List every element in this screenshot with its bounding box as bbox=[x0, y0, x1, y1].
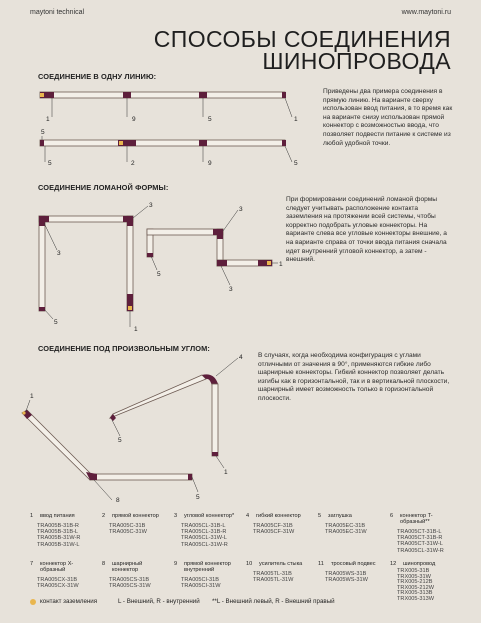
end-cap bbox=[188, 474, 192, 480]
callout-label: 4 bbox=[239, 354, 243, 361]
corner-connector bbox=[39, 216, 49, 222]
callout-label: 1 bbox=[279, 261, 283, 268]
title-line-2: ШИНОПРОВОДА bbox=[262, 48, 451, 74]
callout-label: 2 bbox=[131, 160, 135, 167]
website-link[interactable]: www.maytoni.ru bbox=[401, 9, 451, 16]
ground-contact-swatch bbox=[30, 599, 36, 605]
rail-segment bbox=[22, 410, 93, 480]
section-heading-linear: СОЕДИНЕНИЕ В ОДНУ ЛИНИЮ: bbox=[38, 72, 157, 81]
linear-top-diagram bbox=[40, 92, 298, 123]
ground-contact bbox=[267, 261, 271, 265]
end-cap bbox=[40, 140, 44, 146]
callout-label: 9 bbox=[132, 116, 136, 123]
callout-label: 9 bbox=[208, 160, 212, 167]
callout-label: 5 bbox=[118, 437, 122, 444]
ground-contact bbox=[128, 306, 132, 310]
footnote-ground: контакт заземления bbox=[40, 598, 98, 605]
callout-label: 1 bbox=[46, 116, 50, 123]
section-text-broken: При формировании соединений ломаной формы следует учитывать расположение контакта заземления на протяжении всей системы, чтобы корректно подобрать угловые коннекторы. На варианте слева все угловые коннекторы внешние, а на варианте справа от точки ввода питания сначала идет внутренний угловой коннектор, а затем - внешний. bbox=[286, 196, 447, 264]
section-text-linear: Приведены два примера соединения в прямую линию. На варианте сверху использован ввод питания, в то время как на варианте снизу использован прямой коннектор с возможностью ввода, что позволяет подвести питание к системе из любой удобной точки. bbox=[323, 88, 453, 147]
end-cap bbox=[282, 140, 286, 146]
ground-contact bbox=[40, 93, 44, 97]
callout-label: 1 bbox=[30, 393, 34, 400]
title-line-1: СПОСОБЫ СОЕДИНЕНИЯ bbox=[153, 26, 451, 52]
inner-connector bbox=[199, 140, 207, 146]
callout-label: 5 bbox=[208, 116, 212, 123]
section-heading-broken: СОЕДИНЕНИЕ ЛОМАНОЙ ФОРМЫ: bbox=[38, 183, 169, 192]
brand-name: maytoni technical bbox=[30, 9, 85, 16]
callout-label: 3 bbox=[239, 206, 243, 213]
end-cap bbox=[212, 452, 218, 456]
ground-contact bbox=[119, 141, 123, 145]
footnote-tl: **L - Внешний левый, R - Внешний правый bbox=[212, 598, 335, 605]
rail-segment bbox=[147, 229, 223, 235]
callout-label: 3 bbox=[149, 202, 153, 209]
end-cap bbox=[282, 92, 286, 98]
inner-connector bbox=[199, 92, 207, 98]
footnote-lr: L - Внешний, R - внутренний bbox=[118, 598, 200, 605]
legend: 1 ввод питания TRA005B-31B-R TRA005B-31B-L TRA005B-31W-R TRA005B-31W-L 2 прямой коннектор TRA005C-31B TRA005C-31W 3 угловой коннектор* TRA005CL-31B-L TRA005CL-31B-R TRA005CL-31W-L TRA005CL-31W-R 4 гибкий коннектор TRA005CF-31B TRA005CF-31W 5 заглушка TRA005EC-31B TRA005EC-31W 6 коннектор T-образный** TRA005CT-31B-L TRA005CT-31B-R TRA005CT-31W-L TRA005CL-31W-R 7 коннектор X-образный TRA005CX-31B TRA005CX-31W 8 шарнирный коннектор TRA005CS-31B TRA005CS-31W 9 прямой коннектор внутренний TRA005CI-31B TRA005CI-31W 10 усилитель стыка TRA005TL-31B TRA005TL-31W 11 тросовый подвес TRA005WS-31B TRA005WS-31W 12 шинопровод TRX005-31B TRX005-31W TRX005-212B TRX005-212W TRX005-313B TRX005-313W bbox=[30, 513, 444, 602]
linear-bottom-diagram bbox=[40, 129, 298, 167]
callout-label: 8 bbox=[116, 497, 120, 504]
rail-segment bbox=[40, 140, 285, 146]
section-heading-arbitrary: СОЕДИНЕНИЕ ПОД ПРОИЗВОЛЬНЫМ УГЛОМ: bbox=[38, 344, 210, 353]
broken-left-diagram bbox=[39, 202, 153, 333]
callout-label: 5 bbox=[157, 271, 161, 278]
callout-label: 1 bbox=[134, 326, 138, 333]
rail-segment bbox=[90, 474, 192, 480]
callout-label: 3 bbox=[57, 250, 61, 257]
rail-segment bbox=[40, 92, 285, 98]
callout-label: 5 bbox=[294, 160, 298, 167]
ground-contact bbox=[22, 411, 25, 414]
corner-connector bbox=[217, 260, 227, 266]
callout-label: 1 bbox=[224, 469, 228, 476]
corner-connector bbox=[217, 229, 223, 239]
rail-segment bbox=[39, 216, 133, 222]
callout-label: 5 bbox=[196, 494, 200, 501]
arbitrary-angle-diagram bbox=[22, 354, 243, 504]
rail-segment bbox=[39, 216, 45, 311]
rail-segment bbox=[212, 384, 218, 456]
callout-label: 3 bbox=[229, 286, 233, 293]
broken-right-diagram bbox=[147, 206, 283, 293]
end-cap bbox=[147, 253, 153, 257]
corner-connector bbox=[123, 216, 133, 222]
callout-label: 1 bbox=[294, 116, 298, 123]
section-text-arbitrary: В случаях, когда необходима конфигурация с углами отличными от значения в 90°, применяются гибкие либо шарнирные коннекторы. Гибкий коннектор позволяет делать изгибы как в горизонтальной, так и в вертикальной плоскости, шарнирный имеет возможность только в горизонтальной плоскости. bbox=[258, 352, 450, 402]
inner-connector bbox=[123, 92, 131, 98]
callout-label: 5 bbox=[54, 319, 58, 326]
callout-label: 5 bbox=[41, 129, 45, 136]
rail-segment bbox=[110, 375, 206, 418]
callout-label: 5 bbox=[48, 160, 52, 167]
